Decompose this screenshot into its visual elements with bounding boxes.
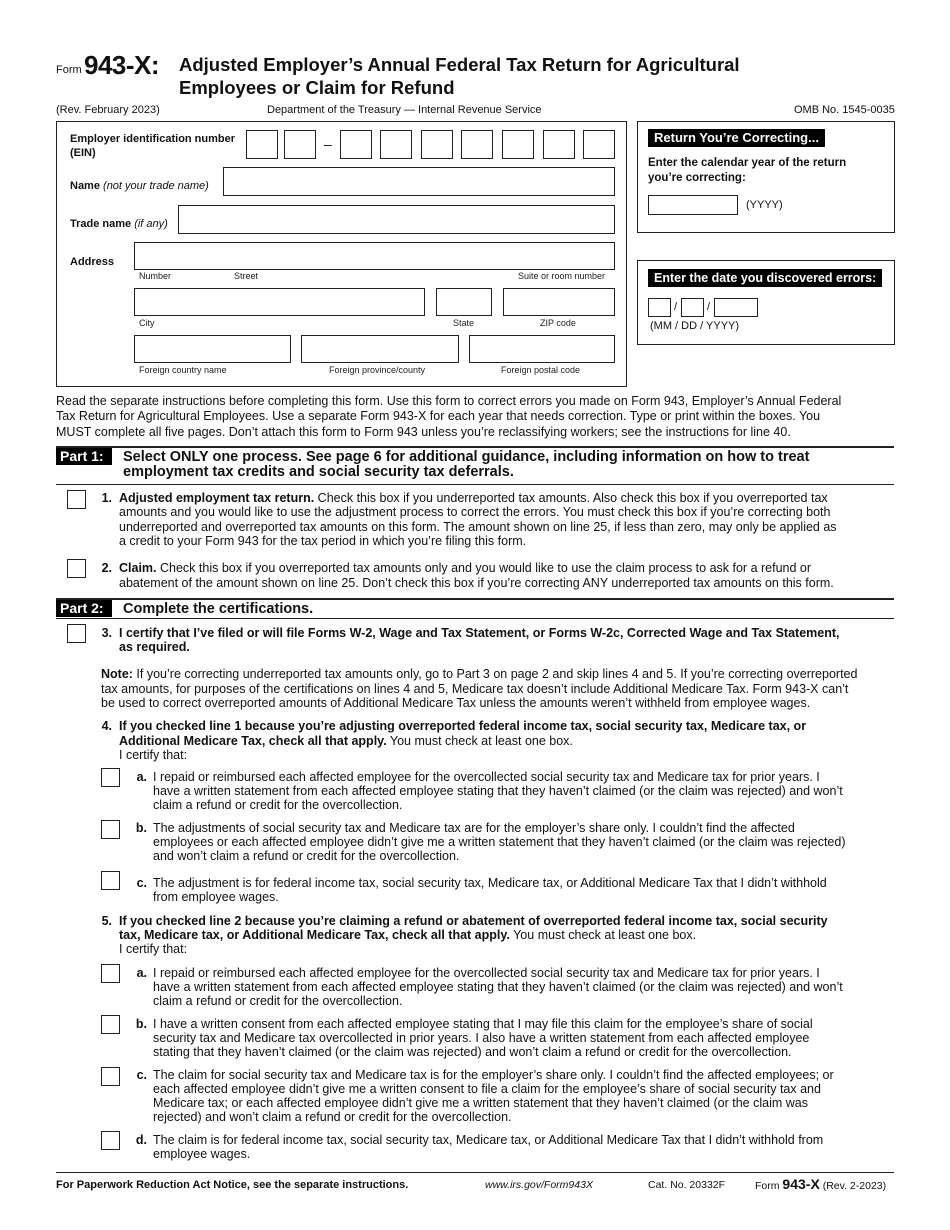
line5d-text-2: employee wages. xyxy=(153,1147,251,1161)
line5c-text-1: The claim for social security tax and Medicare tax is for the employer’s share only. I couldn’t find the affected employees; or xyxy=(153,1068,834,1082)
paperwork-notice: For Paperwork Reduction Act Notice, see the separate instructions. xyxy=(56,1179,409,1191)
department: Department of the Treasury — Internal Revenue Service xyxy=(267,104,542,116)
form-title-line2: Employees or Claim for Refund xyxy=(179,77,455,98)
city-field[interactable] xyxy=(134,288,425,316)
suite-label: Suite or room number xyxy=(518,271,606,281)
zip-label: ZIP code xyxy=(540,318,576,328)
line4a-letter: a. xyxy=(136,770,147,784)
line5a-checkbox[interactable] xyxy=(101,964,120,983)
line4c-checkbox[interactable] xyxy=(101,871,120,890)
line5d-letter: d. xyxy=(135,1133,147,1147)
ein-label-abbrev: (EIN) xyxy=(70,147,96,159)
form-number: 943-X: xyxy=(84,50,160,80)
intro-line-2: Tax Return for Agricultural Employees. Use a separate Form 943-X for each year that needs correction. Type or print within the boxes. You xyxy=(56,409,821,423)
line4b-text-1: The adjustments of social security tax and Medicare tax are for the employer’s share only. I couldn’t find the affected xyxy=(153,821,795,835)
date-slash-2: / xyxy=(707,301,711,313)
line1-text-4: a credit to your Form 943 for the tax period in which you’re filing this form. xyxy=(119,534,527,548)
line2-checkbox[interactable] xyxy=(67,559,86,578)
ein-label: Employer identification number xyxy=(70,133,236,145)
line4c-text-1: The adjustment is for federal income tax, social security tax, Medicare tax, or Additional Medicare Tax that I didn’t withhold xyxy=(153,876,827,890)
line3-number: 3. xyxy=(101,626,112,640)
line1-text-2: amounts and you would like to use the adjustment process to correct the errors. You must check this box if you’re correcting both xyxy=(119,505,831,519)
line2-text-2: abatement of the amount shown on line 25. Don’t check this box if you’re correcting ANY underreported tax amounts on this form. xyxy=(119,576,834,590)
line4-text-2: Additional Medicare Tax, check all that apply. You must check at least one box. xyxy=(119,734,573,748)
ein-digit-6[interactable] xyxy=(461,130,493,159)
intro-line-3: MUST complete all five pages. Don’t attach this form to Form 943 unless you’re reclassifying workers; see the instructions for line 40. xyxy=(56,425,791,439)
discovered-year-field[interactable] xyxy=(714,298,758,317)
note-line-2: tax amounts, for purposes of the certifications on lines 4 and 5, Medicare tax doesn’t include Additional Medicare Tax. Form 943-X can’t xyxy=(101,682,849,696)
intro-line-1: Read the separate instructions before completing this form. Use this form to correct errors you made on Form 943, Employer’s Annual Federal xyxy=(56,394,842,408)
date-slash-1: / xyxy=(674,301,678,313)
line4b-letter: b. xyxy=(135,821,147,835)
foreign-postal-field[interactable] xyxy=(469,335,615,363)
name-label: Name (not your trade name) xyxy=(70,180,209,192)
part2-tag: Part 2: xyxy=(56,600,112,617)
ein-digit-2[interactable] xyxy=(284,130,316,159)
line5-number: 5. xyxy=(101,914,112,928)
part1-title-rule xyxy=(56,484,894,485)
irs-url: www.irs.gov/Form943X xyxy=(485,1179,593,1191)
state-field[interactable] xyxy=(436,288,492,316)
ein-digit-1[interactable] xyxy=(246,130,278,159)
ein-digit-3[interactable] xyxy=(340,130,372,159)
omb-number: OMB No. 1545-0035 xyxy=(794,104,895,116)
line1-checkbox[interactable] xyxy=(67,490,86,509)
foreign-country-field[interactable] xyxy=(134,335,291,363)
part1-rule xyxy=(56,446,894,448)
line4b-text-3: and won’t claim a refund or credit for the overcollection. xyxy=(153,849,460,863)
discovered-month-field[interactable] xyxy=(648,298,671,317)
revision-date: (Rev. February 2023) xyxy=(56,104,160,116)
form-label: Form xyxy=(56,64,82,76)
line4-number: 4. xyxy=(101,719,112,733)
part2-title: Complete the certifications. xyxy=(123,601,314,617)
ein-digit-9[interactable] xyxy=(583,130,615,159)
line5c-text-2: each affected employee didn’t give me a written consent to file a claim for the employee’s share of social security tax and xyxy=(153,1082,821,1096)
line3-text-2: as required. xyxy=(119,640,190,654)
part1-tag: Part 1: xyxy=(56,448,112,465)
foreign-country-label: Foreign country name xyxy=(139,365,227,375)
line5a-text-3: claim a refund or credit for the overcollection. xyxy=(153,994,403,1008)
line5c-text-3: Medicare tax; or each affected employee didn’t give me a written statement that they haven’t claimed (or the claim was xyxy=(153,1096,808,1110)
discovered-heading: Enter the date you discovered errors: xyxy=(648,269,882,287)
name-field[interactable] xyxy=(223,167,615,196)
trade-name-field[interactable] xyxy=(178,205,615,234)
line5b-letter: b. xyxy=(135,1017,147,1031)
line5a-letter: a. xyxy=(136,966,147,980)
note-line-3: be used to correct overreported amounts of Additional Medicare Tax unless the amounts weren’t withheld from employee wages. xyxy=(101,696,811,710)
form-title-line1: Adjusted Employer’s Annual Federal Tax Return for Agricultural xyxy=(179,54,740,75)
line5c-checkbox[interactable] xyxy=(101,1067,120,1086)
part1-title-line2: employment tax credits and social security tax deferrals. xyxy=(123,464,514,480)
line5a-text-1: I repaid or reimbursed each affected employee for the overcollected social security tax and Medicare tax for prior years. I xyxy=(153,966,820,980)
foreign-postal-label: Foreign postal code xyxy=(501,365,581,375)
correcting-year-field[interactable] xyxy=(648,195,738,215)
line4a-checkbox[interactable] xyxy=(101,768,120,787)
line5-text-3: I certify that: xyxy=(119,942,188,956)
line1-text-1: Adjusted employment tax return. Check this box if you underreported tax amounts. Also check this box if you overreported tax xyxy=(119,491,828,505)
line2-text-1: Claim. Check this box if you overreported tax amounts only and you would like to use the claim process to ask for a refund or xyxy=(119,561,812,575)
line4c-letter: c. xyxy=(136,876,147,890)
line5b-checkbox[interactable] xyxy=(101,1015,120,1034)
address-label: Address xyxy=(70,256,115,268)
line5b-text-1: I have a written consent from each affected employee stating that I may file this claim for the employee’s share of social xyxy=(153,1017,813,1031)
part1-title-line1: Select ONLY one process. See page 6 for additional guidance, including information on how to treat xyxy=(123,449,810,465)
note-line-1: Note: If you’re correcting underreported tax amounts only, go to Part 3 on page 2 and skip lines 4 and 5. If you’re correcting overreported xyxy=(101,667,858,681)
discovered-day-field[interactable] xyxy=(681,298,704,317)
line1-text-3: underreported and overreported tax amounts on this form. The amount shown on line 25, if less than zero, may only be applied as xyxy=(119,520,837,534)
year-format-hint: (YYYY) xyxy=(746,199,783,211)
line5c-text-4: rejected) and won’t claim a refund or credit for the overcollection. xyxy=(153,1110,512,1124)
ein-digit-7[interactable] xyxy=(502,130,534,159)
line4a-text-2: have a written statement from each affected employee stating that they haven’t claimed (or the claim was rejected) and won’t xyxy=(153,784,843,798)
catalog-number: Cat. No. 20332F xyxy=(648,1179,726,1191)
state-label: State xyxy=(453,318,475,328)
line5c-letter: c. xyxy=(136,1068,147,1082)
date-format-hint: (MM / DD / YYYY) xyxy=(650,320,740,332)
ein-digit-8[interactable] xyxy=(543,130,575,159)
line1-number: 1. xyxy=(101,491,112,505)
line4-text-1: If you checked line 1 because you’re adjusting overreported federal income tax, social security tax, Medicare tax, or xyxy=(119,719,807,733)
line4c-text-2: from employee wages. xyxy=(153,890,279,904)
ein-digit-4[interactable] xyxy=(380,130,412,159)
line4b-checkbox[interactable] xyxy=(101,820,120,839)
line5a-text-2: have a written statement from each affected employee stating that they haven’t claimed (or the claim was rejected) and won’t xyxy=(153,980,843,994)
line4b-text-2: employees or each affected employee didn’t give me a written statement that they haven’t claimed (or the claim was rejected) xyxy=(153,835,846,849)
correcting-heading: Return You’re Correcting... xyxy=(648,129,825,147)
line4a-text-1: I repaid or reimbursed each affected employee for the overcollected social security tax and Medicare tax for prior years. I xyxy=(153,770,820,784)
line5b-text-3: stating that they haven’t claimed (or the claim was rejected) and won’t claim a refund or credit for the overcollection. xyxy=(153,1045,792,1059)
line2-number: 2. xyxy=(101,561,112,575)
ein-digit-5[interactable] xyxy=(421,130,453,159)
part2-title-rule xyxy=(56,618,894,619)
line3-text-1: I certify that I’ve filed or will file Forms W-2, Wage and Tax Statement, or Forms W-2c, Corrected Wage and Tax Statement, xyxy=(119,626,840,640)
trade-name-label: Trade name (if any) xyxy=(70,218,168,230)
ein-separator: – xyxy=(324,136,332,152)
street-address-field[interactable] xyxy=(134,242,615,270)
line5-text-2: tax, Medicare tax, or Additional Medicare Tax, check all that apply. You must check at least one box. xyxy=(119,928,697,942)
line5d-text-1: The claim is for federal income tax, social security tax, Medicare tax, or Additional Medicare Tax that I didn’t withhold from xyxy=(153,1133,824,1147)
line3-checkbox[interactable] xyxy=(67,624,86,643)
line5-text-1: If you checked line 2 because you’re claiming a refund or abatement of overreported federal income tax, social security xyxy=(119,914,828,928)
line4a-text-3: claim a refund or credit for the overcollection. xyxy=(153,798,403,812)
zip-field[interactable] xyxy=(503,288,615,316)
footer-rule xyxy=(56,1172,894,1173)
line5d-checkbox[interactable] xyxy=(101,1131,120,1150)
street-label: Street xyxy=(234,271,259,281)
correcting-instruction-1: Enter the calendar year of the return xyxy=(648,157,847,169)
foreign-province-label: Foreign province/county xyxy=(329,365,426,375)
line5b-text-2: security tax and Medicare tax overcollected in prior years. I also have a written statement from each affected employee xyxy=(153,1031,810,1045)
foreign-province-field[interactable] xyxy=(301,335,459,363)
number-label: Number xyxy=(139,271,172,281)
line4-text-3: I certify that: xyxy=(119,748,188,762)
city-label: City xyxy=(139,318,155,328)
correcting-instruction-2: you’re correcting: xyxy=(648,172,746,184)
footer-form-id: Form 943-X (Rev. 2-2023) xyxy=(755,1176,887,1192)
part2-rule xyxy=(56,598,894,600)
